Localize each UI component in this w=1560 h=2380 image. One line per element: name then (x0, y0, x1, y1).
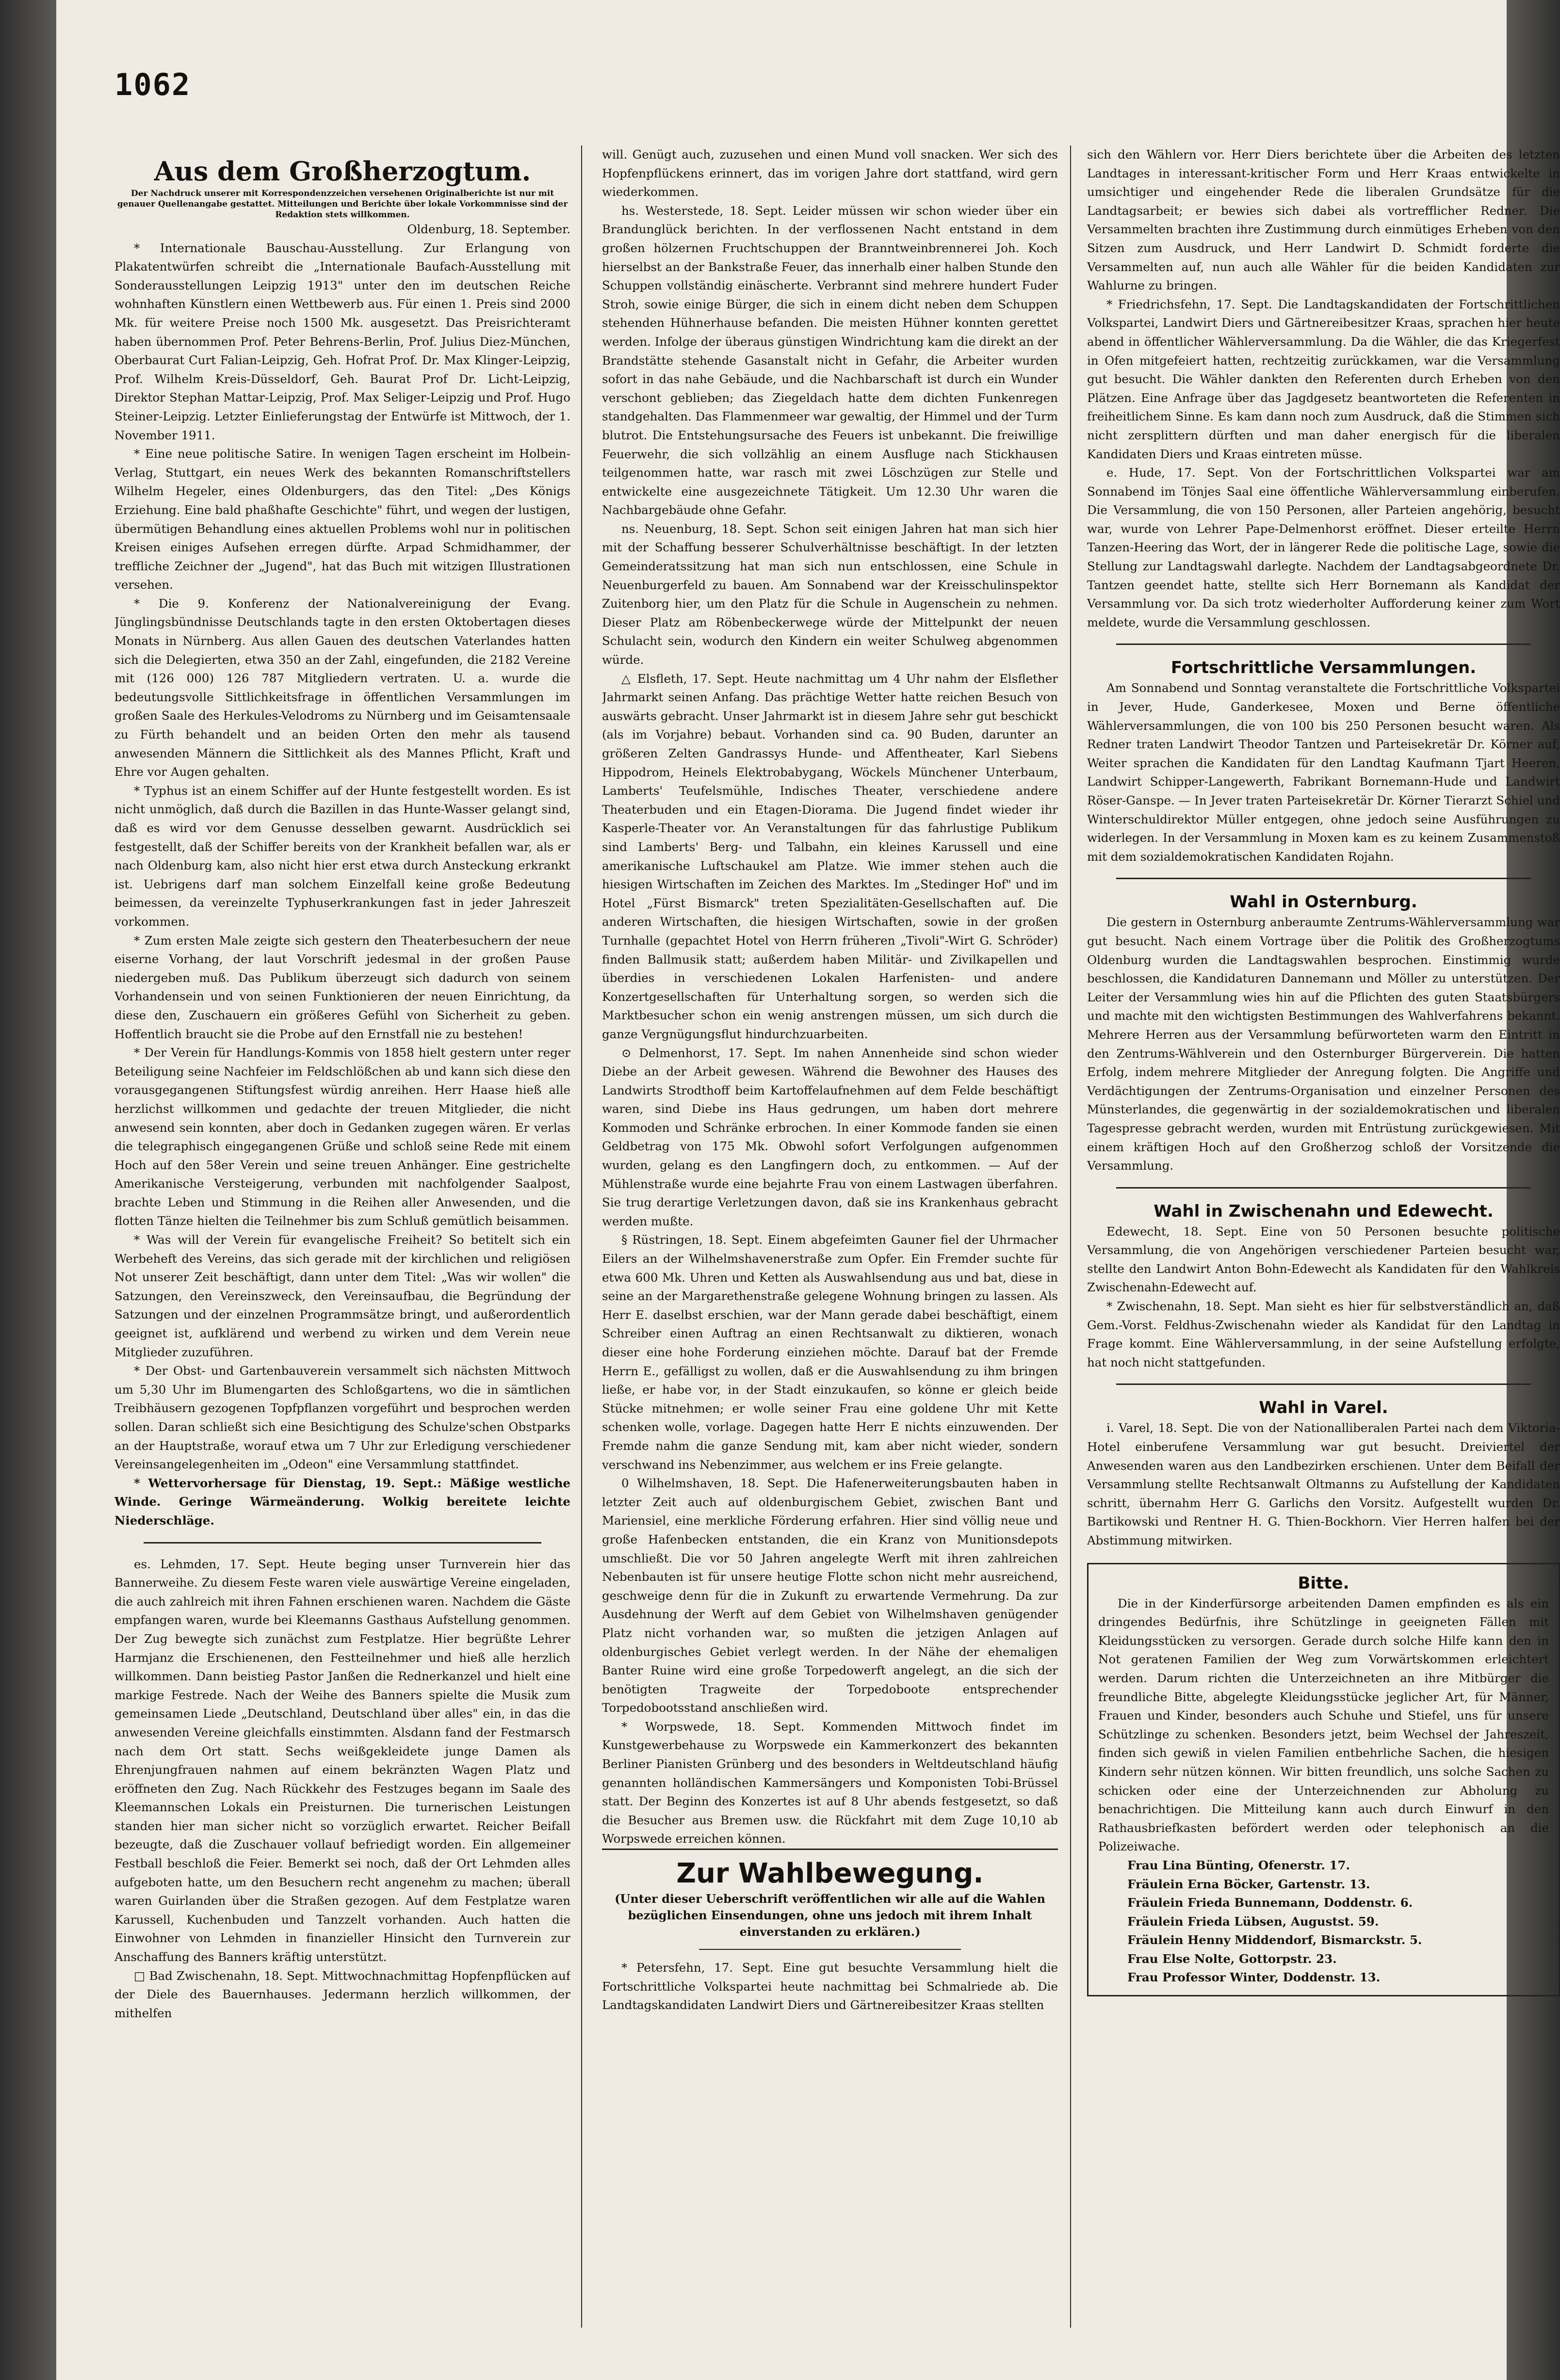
signatories (1098, 1856, 1549, 1987)
heading-bitte: Bitte. (1298, 1573, 1349, 1593)
article: * Typhus ist an einem Schiffer auf der Hunte festgestellt worden. Es ist nicht unmöglich, daß durch die Bazillen in das Hunte-Wasser gelangt sind, daß es wird vor dem Genusse desselben gewarnt. Ausdrücklich sei festgestellt, daß der Schiffer bereits von der Krankheit befallen war, als er nach Oldenburg kam, also nicht hier erst etwa durch Ansteckung erkrankt ist. Uebrigens darf man solchem Einzelfall keine große Bedeutung beimessen, da vereinzelte Typhuserkrankungen fast in jeder Jahreszeit vorkommen. (114, 783, 570, 929)
signatory: Frau Lina Bünting, Ofenerstr. 17. (1127, 1858, 1350, 1872)
article: hs. Westerstede, 18. Sept. Leider müssen wir schon wieder über ein Brandunglück berichten. In der verflossenen Nacht entstand in dem großen hölzernen Fruchtschuppen der Branntweinbrennerei Joh. Koch hierselbst an der Bankstraße Feuer, das innerhalb einer halben Stunde den Schuppen vollständig einäscherte. Verbrannt sind mehrere hundert Fuder Stroh, sowie einige Bürger, die sich in einem dicht neben dem Schuppen stehenden Hühnerhause befanden. Die meisten Hühner konnten gerettet werden. Infolge der überaus günstigen Windrichtung kam die direkt an der Brandstätte stehende Gasanstalt nicht in Gefahr, die Arbeiter wurden sofort in das nahe Gebäude, und die Nachbarschaft ist durch ein Wunder verschont geblieben; das Ziegeldach hatte dem dichten Funkenregen standgehalten. Das Flammenmeer war gewaltig, der Himmel und der Turm blutrot. Die Entstehungsursache des Feuers ist unbekannt. Die freiwillige Feuerwehr, die sich vollzählig an einem Ausfluge nach Stickhausen teilgenommen hatte, war rasch mit zwei Löschzügen zur Stelle und entwickelte eine ausgezeichnete Tätigkeit. Um 12.30 Uhr waren die Nachbargebäude ohne Gefahr. (602, 203, 1058, 517)
page-number: 1062 (114, 67, 191, 102)
separator (1116, 1383, 1531, 1385)
article: * Der Obst- und Gartenbauverein versammelt sich nächsten Mittwoch um 5,30 Uhr im Blumengarten des Schloßgartens, wo die in sämtlichen Treibhäusern gezogenen Topfpflanzen vorgeführt und besprochen werden sollen. Daran schließt sich eine Besichtigung des Schulze'schen Obstparks an der Hauptstraße, worauf etwa um 7 Uhr zur Erledigung verschiedener Vereinsangelegenheiten im „Odeon" eine Versammlung stattfindet. (114, 1364, 570, 1472)
signatory: Frau Professor Winter, Doddenstr. 13. (1127, 1970, 1381, 1985)
article: sich den Wählern vor. Herr Diers berichtete über die Arbeiten des letzten Landtages in interessant-kritischer Form und Herr Kraas entwickelte in umsichtiger und eingehender Rede die liberalen Grundsätze für die Landtagsarbeit; er bewies sich dabei als vortrefflicher Redner. Die Versammelten brachten ihre Zustimmung durch einmütiges Erheben von den Sitzen zum Ausdruck, und Herr Landwirt D. Schmidt forderte die Versammelten auf, nun auch alle Wähler für die beiden Kandidaten zur Wahlurne zu bringen. (1087, 147, 1560, 293)
weather-forecast: * Wettervorhersage für Dienstag, 19. Sept.: Mäßige westliche Winde. Geringe Wärmeänderung. Wolkig bereitete leichte Niederschläge. (114, 1476, 570, 1528)
article: ns. Neuenburg, 18. Sept. Schon seit einigen Jahren hat man sich hier mit der Schaffung besserer Schulverhältnisse beschäftigt. In der letzten Gemeinderatssitzung hat man sich nun entschlossen, eine Schule in Neuenburgerfeld zu bauen. Am Sonnabend war der Kreisschulinspektor Zuitenborg hier, um den Platz für die Schule in Augenschein zu nehmen. Dieser Platz am Röbenbeckerwege würde der Mittelpunkt der neuen Schulacht sein, wodurch den Kindern ein weiter Schulweg abgenommen würde. (602, 521, 1058, 667)
heading-wahl-varel: Wahl in Varel. (1259, 1398, 1388, 1418)
appeal-box (1087, 1563, 1560, 1996)
scan-edge-left (0, 0, 56, 2380)
article: * Was will der Verein für evangelische Freiheit? So betitelt sich ein Werbeheft des Vereins, das sich gerade mit der kirchlichen und religiösen Not unserer Zeit beschäftigt, dann unter dem Titel: „Was wir wollen" die Satzungen, den Vereinszweck, den Vereinsaufbau, die Begründung der Satzungen und der einzelnen Programmsätze bringt, und außerordentlich geeignet ist, aufklärend und werbend zu wirken und dem Verein neue Mitglieder zuzuführen. (114, 1233, 570, 1359)
article: * Worpswede, 18. Sept. Kommenden Mittwoch findet im Kunstgewerbehause zu Worpswede ein Kammerkonzert des bekannten Berliner Pianisten Grünberg und des besonders in Weltdeutschland häufig genannten holländischen Kammersängers und Komponisten Tobi-Brüssel statt. Der Beginn des Konzertes ist auf 8 Uhr abends festgesetzt, so daß die Besucher aus Bremen usw. die Rückfahrt mit dem Zuge 10,10 ab Worpswede erreichen können. (602, 1719, 1058, 1846)
separator (144, 1542, 541, 1544)
article: * Internationale Bauschau-Ausstellung. Zur Erlangung von Plakatentwürfen schreibt die „Internationale Baufach-Ausstellung mit Sonderausstellungen Leipzig 1913" unter den im deutschen Reiche wohnhaften Künstlern einen Wettbewerb aus. Für einen 1. Preis sind 2000 Mk. für weitere Preise noch 1500 Mk. ausgesetzt. Das Preisrichteramt haben übernommen Prof. Peter Behrens-Berlin, Prof. Julius Diez-München, Oberbaurat Curt Falian-Leipzig, Geh. Hofrat Prof. Dr. Max Klinger-Leipzig, Prof. Wilhelm Kreis-Düsseldorf, Geh. Baurat Prof Dr. Licht-Leipzig, Direktor Stephan Mattar-Leipzig, Prof. Max Seliger-Leipzig und Prof. Hugo Steiner-Leipzig. Letzter Einlieferungstag der Entwürfe ist Mittwoch, der 1. November 1911. (114, 241, 570, 442)
column-1 (114, 154, 570, 2356)
column-rule (581, 145, 582, 2328)
column-3 (1087, 145, 1560, 2347)
article: es. Lehmden, 17. Sept. Heute beging unser Turnverein hier das Bannerweihe. Zu diesem Feste waren viele auswärtige Vereine eingeladen, die auch zahlreich mit ihren Fahnen erschienen waren. Nachdem die Gäste empfangen waren, wurde bei Kleemanns Gasthaus Aufstellung genommen. Der Zug bewegte sich zunächst zum Festplatze. Hier begrüßte Lehrer Harmjanz die Erschienenen, den Festteilnehmer und hieß alle herzlich willkommen. Dann beistieg Pastor Janßen die Rednerkanzel und hielt eine markige Festrede. Nach der Weihe des Banners spielte die Musik zum gemeinsamen Liede „Deutschland, Deutschland über alles" ein, in das die anwesenden Vereine gleichfalls einstimmten. Alsdann fand der Festmarsch nach dem Ort statt. Sechs weißgekleidete junge Damen als Ehrenjungfrauen nahmen auf einem bekränzten Wagen Platz und eröffneten den Zug. Nach Rückkehr des Festzuges begann im Saale des Kleemannschen Lokals ein Preisturnen. Die turnerischen Leistungen standen hier man sicher nicht so vorzüglich erwartet. Reicher Beifall bezeugte, daß die Zuschauer vollauf befriedigt worden. Ein allgemeiner Festball beschloß die Feier. Bemerkt sei noch, daß der Ort Lehmden alles aufgeboten hatte, um den Besuchern recht angenehm zu machen; überall waren Guirlanden über die Straßen gezogen. Auf dem Festplatze waren Karussell, Kuchenbuden und Tanzzelt vorhanden. Auch hatten die Einwohner von Lehmden in finanzieller Hinsicht den Turnverein zur Anschaffung des Banners kräftig unterstützt. (114, 1557, 570, 1964)
column-2 (602, 145, 1058, 2347)
article: Edewecht, 18. Sept. Eine von 50 Personen besuchte politische Versammlung, die von Angehörigen verschiedener Parteien besucht war, stellte den Landwirt Anton Bohn-Edewecht als Kandidaten für den Wahlkreis Zwischenahn-Edewecht auf. (1087, 1224, 1560, 1295)
article: * Die 9. Konferenz der Nationalvereinigung der Evang. Jünglingsbündnisse Deutschlands tagte in den ersten Oktobertagen dieses Monats in Nürnberg. Aus allen Gauen des deutschen Vaterlandes hatten sich die Delegierten, etwa 350 an der Zahl, eingefunden, die 2182 Vereine mit (126 000) 126 787 Mitgliedern vertraten. U. a. wurde die bedeutungsvolle Sittlichkeitsfrage in öffentlichen Versammlungen im großen Saale des Herkules-Velodroms zu Nürnberg und im Geisamtensaale zu Fürth behandelt und an beiden Orten den mehr als tausend anwesenden Männern die Sittlichkeit als des Mannes Pflicht, Kraft und Ehre vor Augen gehalten. (114, 596, 570, 779)
heading-wahl-osternburg: Wahl in Osternburg. (1230, 892, 1417, 912)
article: 0 Wilhelmshaven, 18. Sept. Die Hafenerweiterungsbauten haben in letzter Zeit auch auf oldenburgischem Gebiet, zwischen Bant und Mariensiel, eine merkliche Förderung erfahren. Hier sind völlig neue und große Hafenbecken entstanden, die ein Kranz von Munitionsdepots umschließt. Die vor 50 Jahren angelegte Werft mit ihren zahlreichen Nebenbauten ist für unsere heutige Flotte schon nicht mehr ausreichend, geschweige denn für die in Zukunft zu erwartende Vermehrung. Da zur Ausdehnung der Werft auf dem Gebiet von Wilhelmshaven genügender Platz nicht vorhanden war, so mußten die jetzigen Anlagen auf oldenburgisches Gebiet verlegt werden. In der Nähe der ehemaligen Banter Ruine wird eine große Torpedowerft angelegt, an die sich der benötigten Tragweite der Torpedoboote entsprechender Torpedobootsstand anschließen wird. (602, 1476, 1058, 1715)
article: * Zwischenahn, 18. Sept. Man sieht es hier für selbstverständlich an, daß Gem.-Vorst. Feldhus-Zwischenahn wieder als Kandidat für den Landtag in Frage kommt. Eine Wählerversammlung, in der seine Aufstellung erfolgte, hat noch nicht stattgefunden. (1087, 1299, 1560, 1369)
signatory: Fräulein Frieda Bunnemann, Doddenstr. 6. (1127, 1896, 1413, 1910)
appeal-text: Die in der Kinderfürsorge arbeitenden Damen empfinden es als ein dringendes Bedürfnis, ihre Schützlinge in geeigneten Fällen mit Kleidungsstücken zu versorgen. Gerade durch solche Hilfe kann den in Not geratenen Familien der Weg zum Vorwärtskommen erleichtert werden. Darum richten die Unterzeichneten an ihre Mitbürger die freundliche Bitte, abgelegte Kleidungsstücke jeglicher Art, für Männer, Frauen und Kinder, besonders auch Schuhe und Stiefel, uns für unsere Schützlinge zu schenken. Besonders jetzt, beim Wechsel der Jahreszeit, finden sich gewiß in vielen Familien entbehrliche Sachen, die hiesigen Kindern sehr nützen können. Wir bitten freundlich, uns solche Sachen zu schicken oder eine der Unterzeichnenden zur Abholung zu benachrichtigen. Die Mitteilung kann auch durch Einwurf in den Rathausbriefkasten befördert werden oder telephonisch an die Polizeiwache. (1098, 1596, 1549, 1854)
reprint-note: Der Nachdruck unserer mit Korrespondenzzeichen versehenen Originalberichte ist nur mit genauer Quellenangabe gestattet. Mitteilungen und Berichte über lokale Vorkommnisse sind der Redaktion stets willkommen. (117, 189, 568, 220)
signatory: Fräulein Erna Böcker, Gartenstr. 13. (1127, 1877, 1370, 1891)
separator (699, 1949, 961, 1950)
article: ⊙ Delmenhorst, 17. Sept. Im nahen Annenheide sind schon wieder Diebe an der Arbeit gewesen. Während die Bewohner des Hauses des Landwirts Strodthoff beim Kartoffelaufnehmen auf dem Felde beschäftigt waren, sind Diebe ins Haus gedrungen, um haben dort mehrere Kommoden und Schränke erbrochen. In einer Kommode fanden sie einen Geldbetrag von 175 Mk. Obwohl sofort Verfolgungen aufgenommen wurden, gelang es den Langfingern doch, zu entkommen. — Auf der Mühlenstraße wurde eine bejahrte Frau von einem Lastwagen überfahren. Sie trug derartige Verletzungen davon, daß sie ins Krankenhaus gebracht werden mußte. (602, 1045, 1058, 1228)
signatory: Fräulein Henny Middendorf, Bismarckstr. 5. (1127, 1933, 1422, 1947)
separator (1116, 1187, 1531, 1189)
editorial-note: (Unter dieser Ueberschrift veröffentlichen wir alle auf die Wahlen bezüglichen Einsendungen, ohne uns jedoch mit ihrem Inhalt einverstanden zu erklären.) (615, 1892, 1045, 1939)
dateline: Oldenburg, 18. September. (407, 222, 570, 236)
signatory: Frau Else Nolte, Gottorpstr. 23. (1127, 1951, 1337, 1966)
column-rule (1070, 145, 1071, 2328)
heading-fortschrittliche-versammlungen: Fortschrittliche Versammlungen. (1170, 658, 1477, 678)
article: * Eine neue politische Satire. In wenigen Tagen erscheint im Holbein-Verlag, Stuttgart, ein neues Werk des bekannten Romanschriftstellers Wilhelm Hegeler, eines Oldenburgers, das den Titel: „Des Königs Erziehung. Eine bald phaßhafte Geschichte" führt, und wegen der lustigen, übermütigen Behandlung eines aktuellen Problems wohl nur in politischen Kreisen einiges Aufsehen erregen dürfte. Arpad Schmidhammer, der treffliche Zeichner der „Jugend", hat das Buch mit witzigen Illustrationen versehen. (114, 447, 570, 592)
separator (1116, 878, 1531, 879)
article: § Rüstringen, 18. Sept. Einem abgefeimten Gauner fiel der Uhrmacher Eilers an der Wilhelmshavenerstraße zum Opfer. Ein Fremder suchte für etwa 600 Mk. Uhren und Ketten als Auswahlsendung aus und bat, diese in seine an der Margarethenstraße gelegene Wohnung bringen zu lassen. Als Herr E. daselbst erschien, war der Mann gerade dabei beschäftigt, einem Schreiber einen Auftrag an einen Rechtsanwalt zu diktieren, wonach dieser eine hohe Forderung einziehen möchte. Darauf bat der Fremde Herrn E., gefälligst zu wollen, daß er die Auswahlsendung zu ihm bringen ließe, er habe vor, in der Stadt einzukaufen, so könne er gleich beide Stücke mitnehmen; er wolle seiner Frau eine goldene Uhr mit Kette schenken wolle, vorlage. Dagegen hatte Herr E nichts einzuwenden. Der Fremde nahm die ganze Sendung mit, kam aber nicht wieder, sondern verschwand ins Nebenzimmer, aus welchem er ins Freie gelangte. (602, 1233, 1058, 1472)
newspaper-page (56, 0, 1560, 2380)
article: △ Elsfleth, 17. Sept. Heute nachmittag um 4 Uhr nahm der Elsflether Jahrmarkt seinen Anfang. Das prächtige Wetter hatte reichen Besuch von auswärts gebracht. Unser Jahrmarkt ist in diesem Jahre sehr gut beschickt (als im Vorjahre) bebaut. Vorhanden sind ca. 90 Buden, darunter an größeren Zelten Gandrassys Hunde- und Affentheater, Karl Siebens Hippodrom, Heinels Elektrobabygang, Wöckels Münchener Unterbaum, Lamberts' Teufelsmühle, Indisches Theater, verschiedene andere Theaterbuden und ein Etagen-Diorama. Die Jugend findet wieder ihr Kasperle-Theater vor. An Veranstaltungen für das fahrlustige Publikum sind Lamberts' Berg- und Talbahn, ein kleines Karussell und eine amerikanische Luftschaukel am Platze. Wie immer stehen auch die hiesigen Wirtschaften im Zeichen des Marktes. Im „Stedinger Hof" und im Hotel „Fürst Bismarck" treten Spezialitäten-Gesellschaften auf. Die anderen Wirtschaften, die hiesigen Wirtschaften, sowie in der großen Turnhalle (gepachtet Hotel von Herrn früheren „Tivoli"-Wirt G. Schröder) finden Ballmusik statt; außerdem haben Militär- und Zivilkapellen und überdies in verschiedenen Lokalen Harfenisten- und andere Konzertgesellschaften für Unterhaltung sorgen, so werden sich die Marktbesucher schon ein wenig anstrengen müssen, um sich durch die ganze Vergnügungsflut hindurchzuarbeiten. (602, 671, 1058, 1041)
signatory: Fräulein Frieda Lübsen, Augustst. 59. (1127, 1914, 1379, 1929)
heading-wahl-zwischenahn: Wahl in Zwischenahn und Edewecht. (1154, 1201, 1494, 1221)
separator (1116, 643, 1531, 645)
article: Die gestern in Osternburg anberaumte Zentrums-Wählerversammlung war gut besucht. Nach einem Vortrage über die Politik des Großherzogtums Oldenburg wurden die Landtagswahlen besprochen. Einstimmig wurde beschlossen, die Kandidaturen Dannemann und Möller zu unterstützen. Der Leiter der Versammlung wies hin auf die Pflichten des guten Staatsbürgers und machte mit den wichtigsten Bestimmungen des Wahlverfahrens bekannt. Mehrere Herren aus der Versammlung befürworteten warm den Eintritt in den Zentrums-Wählverein und den Osternburger Bürgerverein. Die hatten Erfolg, indem mehrere Mitglieder der Anregung folgten. Die Angriffe und Verdächtigungen der Zentrums-Organisation und einzelner Personen des Münsterlandes, die gegenwärtig in der sozialdemokratischen und liberalen Tagespresse gebracht werden, wurden mit Entrüstung zurückgewiesen. Mit einem kräftigen Hoch auf den Großherzog schloß der Vorsitzende die Versammlung. (1087, 915, 1560, 1173)
section-heading: Aus dem Großherzogtum. (154, 156, 531, 187)
article: * Petersfehn, 17. Sept. Eine gut besuchte Versammlung hielt die Fortschrittliche Volkspartei heute nachmittag bei Schmalriede ab. Die Landtagskandidaten Landwirt Diers und Gärtnereibesitzer Kraas stellten (602, 1961, 1058, 2012)
article: e. Hude, 17. Sept. Von der Fortschrittlichen Volkspartei war am Sonnabend im Tönjes Saal eine öffentliche Wählerversammlung einberufen. Die Versammlung, die von 150 Personen, aller Parteien angehörig, besucht war, wurde von Lehrer Pape-Delmenhorst eröffnet. Dieser erteilte Herrn Tanzen-Heering das Wort, der in längerer Rede die politische Lage, sowie die Stellung zur Landtagswahl darlegte. Nachdem der Landtagsabgeordnete Dr. Tantzen geendet hatte, stellte sich Herr Bornemann als Kandidat der Versammlung vor. Da sich trotz wiederholter Aufforderung keiner zum Wort meldete, wurde die Versammlung geschlossen. (1087, 466, 1560, 629)
article: * Zum ersten Male zeigte sich gestern den Theaterbesuchern der neue eiserne Vorhang, der laut Vorschrift jedesmal in der großen Pause niedergeben muß. Das Publikum überzeugt sich dadurch von seinem Vorhandensein und von seinen Funktionieren der neuen Einrichtung, da diese den, Zuschauern ein größeres Gefühl von Sicherheit zu geben. Hoffentlich braucht sie die Probe auf den Ernstfall nie zu bestehen! (114, 933, 570, 1041)
article: * Friedrichsfehn, 17. Sept. Die Landtagskandidaten der Fortschrittlichen Volkspartei, Landwirt Diers und Gärtnereibesitzer Kraas, sprachen hier heute abend in öffentlicher Wählerversammlung. Da die Wähler, die das Kriegerfest in Ofen mitgefeiert hatten, rechtzeitig zurückkamen, war die Versammlung gut besucht. Die Wähler dankten den Referenten durch Erheben von den Plätzen. Eine Anfrage über das Jagdgesetz beantworteten die Referenten in freiheitlichem Sinne. Es kam dann noch zum Ausdruck, daß die Stimmen sich nicht zersplittern dürften und man daher energisch für die liberalen Kandidaten Diers und Kraas eintreten müsse. (1087, 297, 1560, 461)
article: * Der Verein für Handlungs-Kommis von 1858 hielt gestern unter reger Beteiligung seine Nachfeier im Feldschlößchen ab und kann sich diese den vorausgegangenen Stiftungsfest würdig anreihen. Herr Haase hieß alle herzlichst willkommen und gedachte der treuen Mitglieder, die nicht anwesend sein konnten, aber doch in Gedanken zugegen wären. Er verlas die telegraphisch eingegangenen Grüße und schloß seine Rede mit einem Hoch auf den 58er Verein und seine treuen Anhänger. Eine gestrichelte Amerikanische Versteigerung, verbunden mit nachfolgender Saalpost, brachte Leben und Stimmung in die Reihen aller Anwesenden, und die flotten Tänze hielten die Teilnehmer bis zum Schluß gemütlich beisammen. (114, 1045, 570, 1228)
article: Am Sonnabend und Sonntag veranstaltete die Fortschrittliche Volkspartei in Jever, Hude, Ganderkesee, Moxen und Berne öffentliche Wählerversammlungen, die von 100 bis 250 Personen besucht waren. Als Redner traten Landwirt Theodor Tantzen und Parteisekretär Dr. Körner auf, Weiter sprachen die Kandidaten für den Landtag Kaufmann Tjart Heeren, Landwirt Schipper-Langewerth, Fabrikant Bornemann-Hude und Landwirt Röser-Ganspe. — In Jever traten Parteisekretär Dr. Körner Tierarzt Schiel und Winterschuldirektor Müller entgegen, ohne jedoch seine Ausführungen zu widerlegen. In der Versammlung in Moxen kam es zu keinem Zusammenstoß mit dem sozialdemokratischen Kandidaten Rojahn. (1087, 681, 1560, 864)
section-heading-wahlbewegung: Zur Wahlbewegung. (602, 1849, 1058, 1891)
article: will. Genügt auch, zuzusehen und einen Mund voll snacken. Wer sich des Hopfenpflückens erinnert, das im vorigen Jahre dort stattfand, wird gern wiederkommen. (602, 147, 1058, 199)
article: □ Bad Zwischenahn, 18. Sept. Mittwochnachmittag Hopfenpflücken auf der Diele des Bauernhauses. Jedermann herzlich willkommen, der mithelfen (114, 1968, 570, 2020)
article: i. Varel, 18. Sept. Die von der Nationalliberalen Partei nach dem Viktoria-Hotel einberufene Versammlung war gut besucht. Dreiviertel der Anwesenden waren aus den Landbezirken erschienen. Unter dem Beifall der Versammlung stellte Rechtsanwalt Oltmanns zu Aufstellung der Kandidaten schritt, übernahm Herr G. Garlichs den Vorsitz. Aufgestellt wurden Dr. Bartikowski und Rentner H. G. Thien-Bockhorn. Vier Herren halfen bei der Abstimmung mitwirken. (1087, 1421, 1560, 1547)
